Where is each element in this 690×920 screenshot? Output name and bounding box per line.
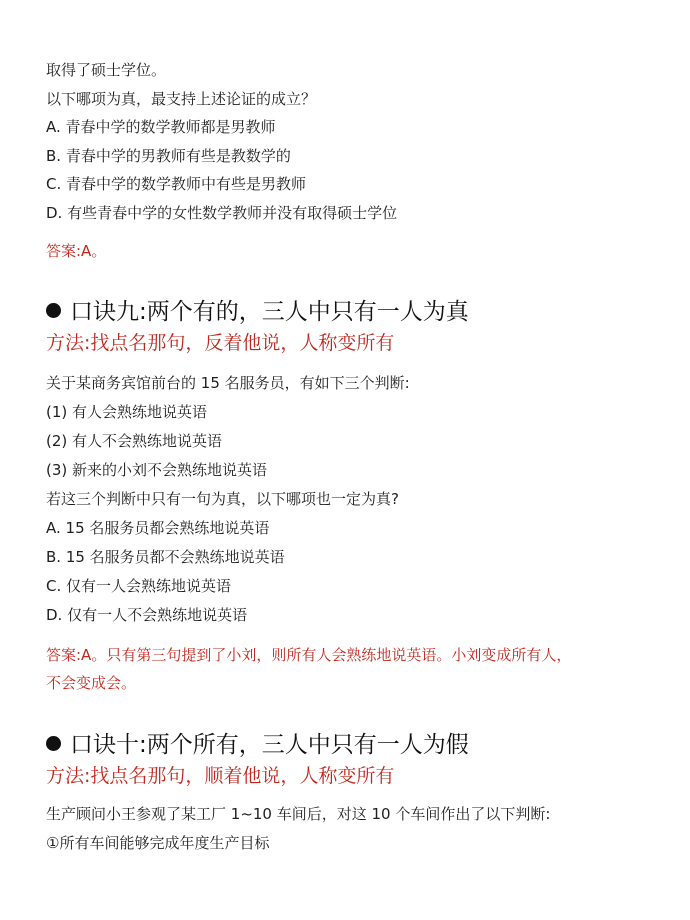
option-c: C. 青春中学的数学教师中有些是男教师 <box>46 175 307 193</box>
answer-text: 答案:A。 <box>46 242 107 260</box>
option-b: B. 15 名服务员都不会熟练地说英语 <box>46 548 285 566</box>
text-line: 关于某商务宾馆前台的 15 名服务员，有如下三个判断: <box>46 374 410 392</box>
bullet-icon <box>46 736 61 751</box>
option-b: B. 青春中学的男教师有些是教数学的 <box>46 147 291 165</box>
question-line: 以下哪项为真，最支持上述论证的成立？ <box>46 90 317 108</box>
heading-text: 口诀十:两个所有，三人中只有一人为假 <box>70 732 469 758</box>
text-line: 生产顾问小王参观了某工厂 1~10 车间后，对这 10 个车间作出了以下判断: <box>46 805 551 823</box>
answer-text-cont: 不会变成会。 <box>46 674 137 692</box>
option-a: A. 青春中学的数学教师都是男教师 <box>46 118 276 136</box>
answer-text: 答案:A。只有第三句提到了小刘，则所有人会熟练地说英语。小刘变成所有人， <box>46 646 572 664</box>
section-heading-nine <box>46 298 469 326</box>
option-a: A. 15 名服务员都会熟练地说英语 <box>46 519 270 537</box>
section-heading-ten <box>46 731 469 759</box>
judgment-1: (1) 有人会熟练地说英语 <box>46 403 208 421</box>
judgment-2: (2) 有人不会熟练地说英语 <box>46 432 223 450</box>
option-c: C. 仅有一人会熟练地说英语 <box>46 577 232 595</box>
option-d: D. 仅有一人不会熟练地说英语 <box>46 606 248 624</box>
bullet-icon <box>46 303 61 318</box>
judgment-1: ①所有车间能够完成年度生产目标 <box>46 834 270 852</box>
text-line: 取得了硕士学位。 <box>46 61 167 79</box>
question-line: 若这三个判断中只有一句为真，以下哪项也一定为真? <box>46 490 399 508</box>
option-d: D. 有些青春中学的女性数学教师并没有取得硕士学位 <box>46 204 398 222</box>
method-text: 方法:找点名那句，顺着他说，人称变所有 <box>46 765 395 787</box>
judgment-3: (3) 新来的小刘不会熟练地说英语 <box>46 461 268 479</box>
heading-text: 口诀九:两个有的，三人中只有一人为真 <box>70 299 469 325</box>
method-text: 方法:找点名那句，反着他说，人称变所有 <box>46 332 395 354</box>
